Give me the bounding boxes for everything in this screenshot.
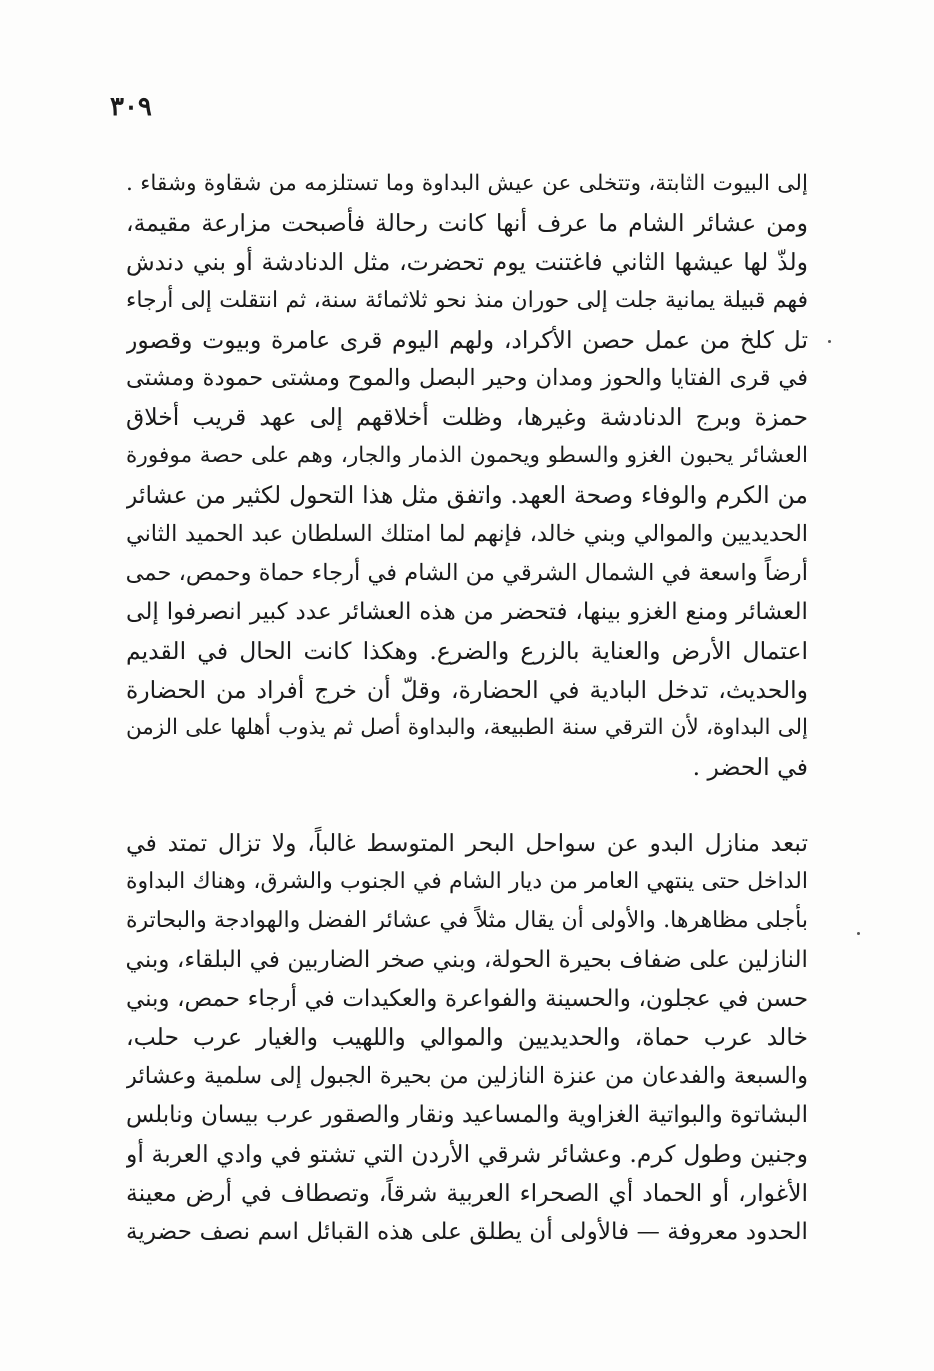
text-line: خالد عرب حماة، والحديديين والموالي واللهيب والغيار عرب حلب، bbox=[126, 1023, 808, 1052]
page-number: ٣٠٩ bbox=[110, 92, 152, 122]
scan-speck bbox=[828, 340, 831, 343]
text-line: إلى البيوت الثابتة، وتتخلى عن عيش البداوة وما تستلزمه من شقاوة وشقاء . bbox=[126, 171, 808, 196]
text-line: حمزة وبرج الدنادشة وغيرها، وظلت أخلاقهم إلى عهد قريب أخلاق bbox=[126, 403, 808, 432]
text-line: والسبعة والفدعان من عنزة النازلين من بحيرة الجبول إلى سلمية وعشائر bbox=[126, 1063, 808, 1090]
text-line: العشائر ومنع الغزو بينها، فتحضر من هذه العشائر عدد كبير انصرفوا إلى bbox=[126, 597, 808, 625]
text-line: النازلين على ضفاف بحيرة الحولة، وبني صخر الضاربين في البلقاء، وبني bbox=[126, 945, 808, 973]
text-line: ولذّ لها عيشها الثاني فاغتنت يوم تحضرت، مثل الدنادشة أو بني دندش bbox=[126, 247, 808, 276]
text-line: الحديديين والموالي وبني خالد، فإنهم لما امتلك السلطان عبد الحميد الثاني bbox=[126, 521, 808, 548]
text-line: في قرى الفتايا والحوز ومدان وحير البصل والموح ومشتى حمودة ومشتى bbox=[126, 365, 808, 392]
text-line: تبعد منازل البدو عن سواحل البحر المتوسط غالباً، ولا تزال تمتد في bbox=[126, 829, 808, 857]
text-line: أرضاً واسعة في الشمال الشرقي من الشام في أرجاء حماة وحمص، حمى bbox=[126, 559, 808, 586]
text-line: الداخل حتى ينتهي العامر من ديار الشام في الجنوب والشرق، وهناك البداوة bbox=[126, 868, 808, 894]
scan-speck bbox=[857, 932, 860, 935]
paragraph-2 bbox=[126, 824, 808, 1252]
text-line: حسن في عجلون، والحسينة والفواعرة والعكيدات في أرجاء حمص، وبني bbox=[126, 985, 808, 1012]
text-line: الأغوار، أو الحماد أي الصحراء العربية شرقاً، وتصطاف في أرض معينة bbox=[126, 1179, 808, 1208]
text-line: وجنين وطول كرم. وعشائر شرقي الأردن التي تشتو في وادي العربة أو bbox=[126, 1140, 808, 1169]
text-line: الحدود معروفة — فالأولى أن يطلق على هذه القبائل اسم نصف حضرية bbox=[126, 1217, 808, 1245]
text-line: والحديث، تدخل البادية في الحضارة، وقلّ أن خرج أفراد من الحضارة bbox=[126, 675, 808, 704]
text-line: اعتمال الأرض والعناية بالزرع والضرع. وهكذا كانت الحال في القديم bbox=[126, 636, 808, 665]
text-line: تل كلخ من عمل حصن الأكراد، ولهم اليوم قرى عامرة وبيوت وقصور bbox=[126, 325, 808, 354]
text-line: بأجلى مظاهرها. والأولى أن يقال مثلاً في عشائر الفضل والهوادجة والبحاترة bbox=[126, 907, 808, 933]
text-line: فهم قبيلة يمانية جلت إلى حوران منذ نحو ثلاثمائة سنة، ثم انتقلت إلى أرجاء bbox=[126, 287, 808, 313]
text-line: في الحضر . bbox=[692, 753, 808, 782]
text-line: إلى البداوة، لأن الترقي سنة الطبيعة، والبداوة أصل ثم يذوب أهلها على الزمن bbox=[126, 715, 808, 741]
text-line: من الكرم والوفاء وصحة العهد. واتفق مثل هذا التحول لكثير من عشائر bbox=[126, 481, 808, 510]
text-line: ومن عشائر الشام ما عرف أنها كانت رحالة فأصبحت مزارعة مقيمة، bbox=[126, 208, 808, 237]
text-line: البشاتوة والبواتية الغزاوية والمساعيد ونقار والصقور عرب بيسان ونابلس bbox=[126, 1102, 808, 1129]
paragraph-1 bbox=[126, 165, 808, 787]
text-line: العشائر يحبون الغزو والسطو ويحمون الذمار والجار، وهم على حصة موفورة bbox=[126, 443, 808, 469]
